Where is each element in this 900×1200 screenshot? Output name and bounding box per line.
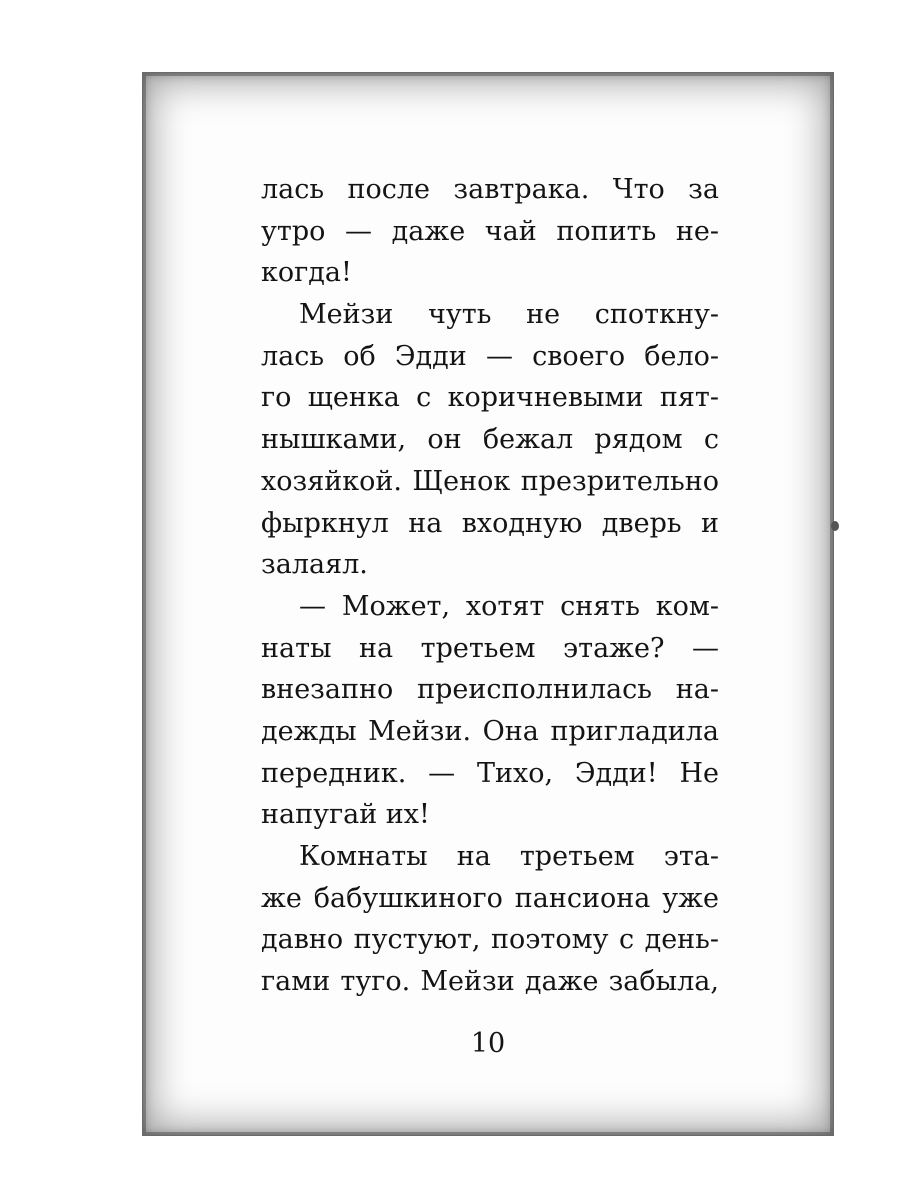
text-line: залаял.	[261, 549, 368, 581]
text-line: фыркнул на входную дверь и	[261, 507, 719, 539]
text-line: передник. — Тихо, Эдди! Не	[261, 757, 719, 789]
text-line: напугай их!	[261, 799, 430, 831]
body-text	[261, 169, 719, 1003]
text-line: Комнаты на третьем эта-	[299, 841, 719, 872]
text-line: хозяйкой. Щенок презрительно	[261, 465, 719, 497]
page-number: 10	[470, 1028, 506, 1059]
text-line: утро — даже чай попить не-	[261, 215, 719, 247]
text-line: нышками, он бежал рядом с	[261, 424, 719, 456]
page-edge-nick	[831, 521, 839, 531]
text-line: наты на третьем этаже? —	[261, 632, 719, 664]
text-line: когда!	[261, 257, 352, 289]
text-line: внезапно преисполнилась на-	[261, 674, 719, 706]
text-line: Мейзи чуть не споткну-	[299, 299, 719, 331]
text-line: давно пустуют, поэтому с день-	[261, 924, 719, 956]
text-line: же бабушкиного пансиона уже	[261, 882, 719, 914]
text-line: го щенка с коричневыми пят-	[261, 382, 719, 414]
text-line: гами туго. Мейзи даже забыла,	[261, 966, 719, 998]
text-line: дежды Мейзи. Она пригладила	[261, 715, 719, 747]
text-line: — Может, хотят снять ком-	[299, 590, 719, 622]
text-line: лась после завтрака. Что за	[261, 174, 719, 205]
text-line: лась об Эдди — своего бело-	[261, 340, 719, 372]
book-page	[142, 72, 834, 1136]
